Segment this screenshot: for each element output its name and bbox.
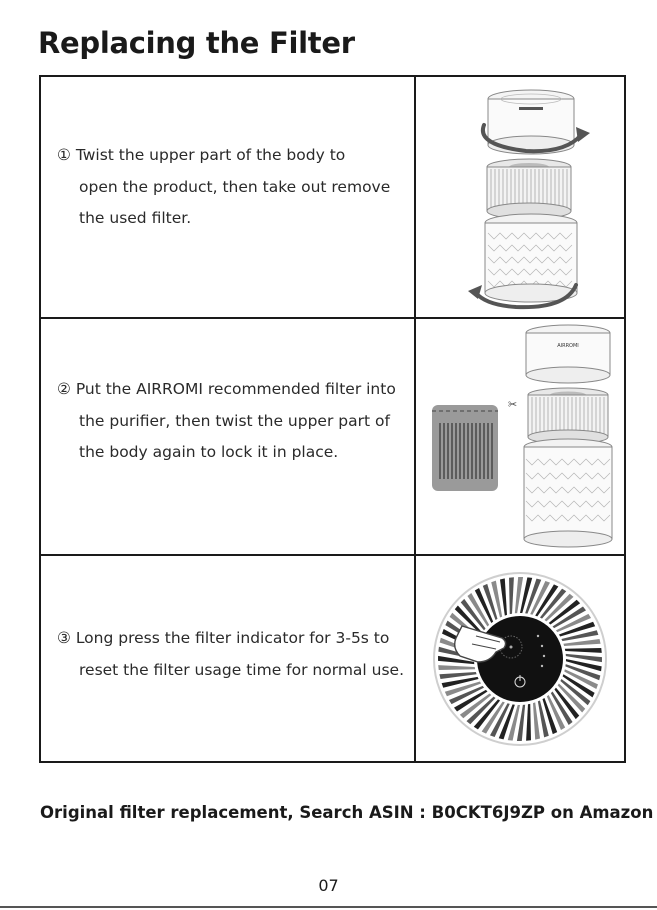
purifier-opening-illustration <box>416 77 624 317</box>
step-row-3 <box>41 556 624 763</box>
step-2-line-1: ② Put the AIRROMI recommended filter into <box>57 380 396 398</box>
control-panel-press-illustration <box>416 556 624 763</box>
step-1-line-2: open the product, then take out remove <box>79 177 391 196</box>
step-1-line-3: the used filter. <box>79 209 192 227</box>
footer-note: Original filter replacement, Search ASIN : B0CKT6J9ZP on Amazon <box>40 803 654 822</box>
filter-cartridge <box>487 159 571 219</box>
page-title: Replacing the Filter <box>38 26 355 60</box>
purifier-base <box>485 214 577 302</box>
step-2-line-2: the purifier, then twist the upper part of <box>79 411 390 430</box>
svg-text:✂: ✂ <box>508 398 518 411</box>
control-panel-svg <box>416 556 624 761</box>
brand-label: AIRROMI <box>557 343 579 349</box>
step-3-text <box>57 623 405 686</box>
step-2-line-3: the body again to lock it in place. <box>79 443 339 461</box>
step-3-line-1: ③ Long press the filter indicator for 3-5s to <box>57 629 390 647</box>
step-1-line-1: ① Twist the upper part of the body to <box>57 146 346 164</box>
page-number: 07 <box>318 876 339 895</box>
step-1-text <box>57 140 402 235</box>
filter-insert-illustration <box>416 319 624 554</box>
filter-insert-svg <box>416 319 624 554</box>
purifier-top-cap <box>526 325 610 383</box>
purifier-opening-svg <box>416 77 624 317</box>
bottom-rule <box>0 906 657 908</box>
step-row-1 <box>41 77 624 319</box>
packaged-filter <box>432 398 517 491</box>
step-3-line-2: reset the filter usage time for normal use. <box>79 660 405 679</box>
steps-table <box>39 75 626 763</box>
purifier-base <box>524 439 612 547</box>
step-2-text <box>57 374 402 469</box>
step-row-2 <box>41 319 624 556</box>
filter-cartridge <box>528 388 608 444</box>
